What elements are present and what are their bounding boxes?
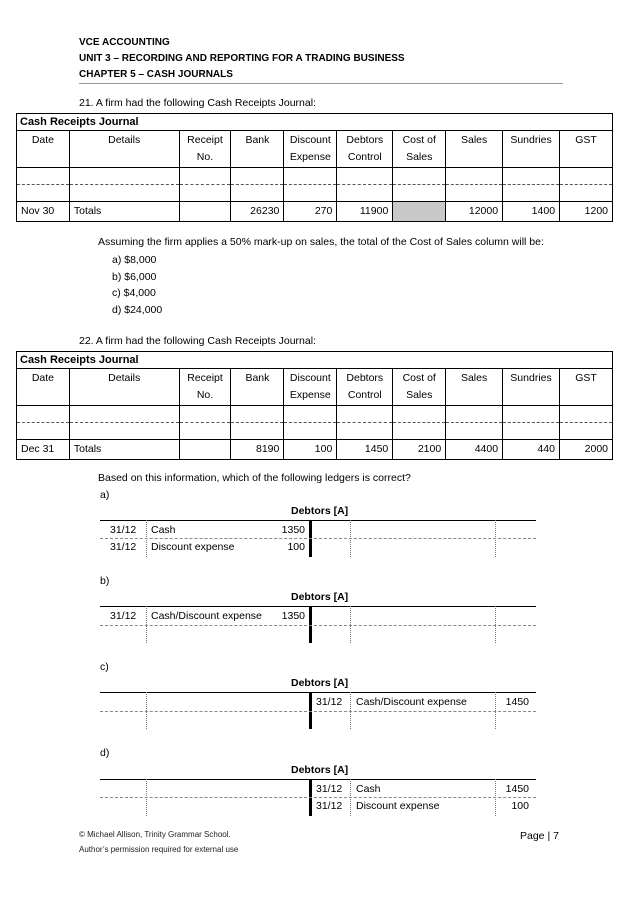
- ledger-b-label: b): [100, 575, 110, 587]
- footer-copyright: © Michael Allison, Trinity Grammar School.: [79, 830, 231, 839]
- ledger-b-title: Debtors [A]: [291, 591, 349, 603]
- col-cost-of-sales: Cost of Sales: [393, 369, 446, 406]
- col-sundries: Sundries: [503, 369, 560, 406]
- header-unit: UNIT 3 – RECORDING AND REPORTING FOR A TRADING BUSINESS: [79, 53, 405, 64]
- ledger-a-r2-date: 31/12: [110, 541, 137, 553]
- ledger-d-r2-details: Discount expense: [356, 800, 440, 812]
- header-chapter: CHAPTER 5 – CASH JOURNALS: [79, 69, 233, 80]
- col-receipt: Receipt No.: [179, 131, 231, 168]
- ledger-b-r1-date: 31/12: [110, 610, 137, 622]
- ledger-b-r1-details: Cash/Discount expense: [151, 610, 262, 622]
- ledger-b-r1-amount: 1350: [281, 610, 305, 622]
- ledger-a-title: Debtors [A]: [291, 505, 349, 517]
- q21-question: 21. A firm had the following Cash Receipts Journal:: [79, 97, 316, 109]
- col-cost-of-sales: Cost of Sales: [393, 131, 446, 168]
- ledger-c-r1-details: Cash/Discount expense: [356, 696, 467, 708]
- ledger-c-label: c): [100, 661, 109, 673]
- cost-of-sales-blank: [393, 202, 446, 222]
- col-gst: GST: [560, 131, 613, 168]
- col-debtors: Debtors Control: [337, 131, 393, 168]
- ledger-c-r1-amount: 1450: [505, 696, 529, 708]
- q22-journal: [16, 351, 613, 460]
- page-number: Page | 7: [520, 830, 559, 842]
- col-discount: Discount Expense: [284, 369, 337, 406]
- ledger-a-label: a): [100, 489, 110, 501]
- col-details: Details: [69, 131, 179, 168]
- ledger-a-r1-date: 31/12: [110, 524, 137, 536]
- header-subject: VCE ACCOUNTING: [79, 37, 170, 48]
- ledger-d-r1-date: 31/12: [316, 783, 343, 795]
- ledger-d-r2-date: 31/12: [316, 800, 343, 812]
- q22-journal-title: Cash Receipts Journal: [17, 352, 613, 369]
- col-debtors: Debtors Control: [337, 369, 393, 406]
- q21-option-b: b) $6,000: [112, 271, 157, 283]
- footer-permission: Author’s permission required for external use: [79, 845, 239, 854]
- ledger-d-r1-amount: 1450: [505, 783, 529, 795]
- q21-journal-title: Cash Receipts Journal: [17, 114, 613, 131]
- col-bank: Bank: [231, 369, 284, 406]
- header-rule: [79, 83, 563, 84]
- col-sales: Sales: [446, 369, 503, 406]
- ledger-c-top-rule: [100, 692, 536, 693]
- q22-prompt: Based on this information, which of the following ledgers is correct?: [98, 472, 411, 484]
- q21-option-a: a) $8,000: [112, 254, 157, 266]
- ledger-b-top-rule: [100, 606, 536, 607]
- q21-totals-row: Nov 30 Totals 26230 270 11900 12000 1400 1200: [17, 202, 613, 222]
- col-sales: Sales: [446, 131, 503, 168]
- col-receipt: Receipt No.: [179, 369, 231, 406]
- col-date: Date: [17, 369, 70, 406]
- q21-option-d: d) $24,000: [112, 304, 163, 316]
- col-sundries: Sundries: [503, 131, 560, 168]
- col-discount: Discount Expense: [284, 131, 337, 168]
- ledger-d-r2-amount: 100: [511, 800, 529, 812]
- col-bank: Bank: [231, 131, 284, 168]
- ledger-d-r1-details: Cash: [356, 783, 381, 795]
- ledger-a-r2-amount: 100: [287, 541, 305, 553]
- ledger-c-title: Debtors [A]: [291, 677, 349, 689]
- col-date: Date: [17, 131, 70, 168]
- ledger-a-r2-details: Discount expense: [151, 541, 235, 553]
- ledger-c-r1-date: 31/12: [316, 696, 343, 708]
- ledger-a-r1-amount: 1350: [281, 524, 305, 536]
- col-gst: GST: [560, 369, 613, 406]
- ledger-a-r1-details: Cash: [151, 524, 176, 536]
- q21-prompt: Assuming the firm applies a 50% mark-up on sales, the total of the Cost of Sales column will be:: [98, 236, 544, 248]
- col-details: Details: [69, 369, 179, 406]
- q22-question: 22. A firm had the following Cash Receipts Journal:: [79, 335, 316, 347]
- ledger-d-label: d): [100, 747, 110, 759]
- q21-option-c: c) $4,000: [112, 287, 156, 299]
- ledger-d-title: Debtors [A]: [291, 764, 349, 776]
- ledger-a-top-rule: [100, 520, 536, 521]
- ledger-d-top-rule: [100, 779, 536, 780]
- q21-journal: [16, 113, 613, 222]
- q22-totals-row: Dec 31 Totals 8190 100 1450 2100 4400 440 2000: [17, 440, 613, 460]
